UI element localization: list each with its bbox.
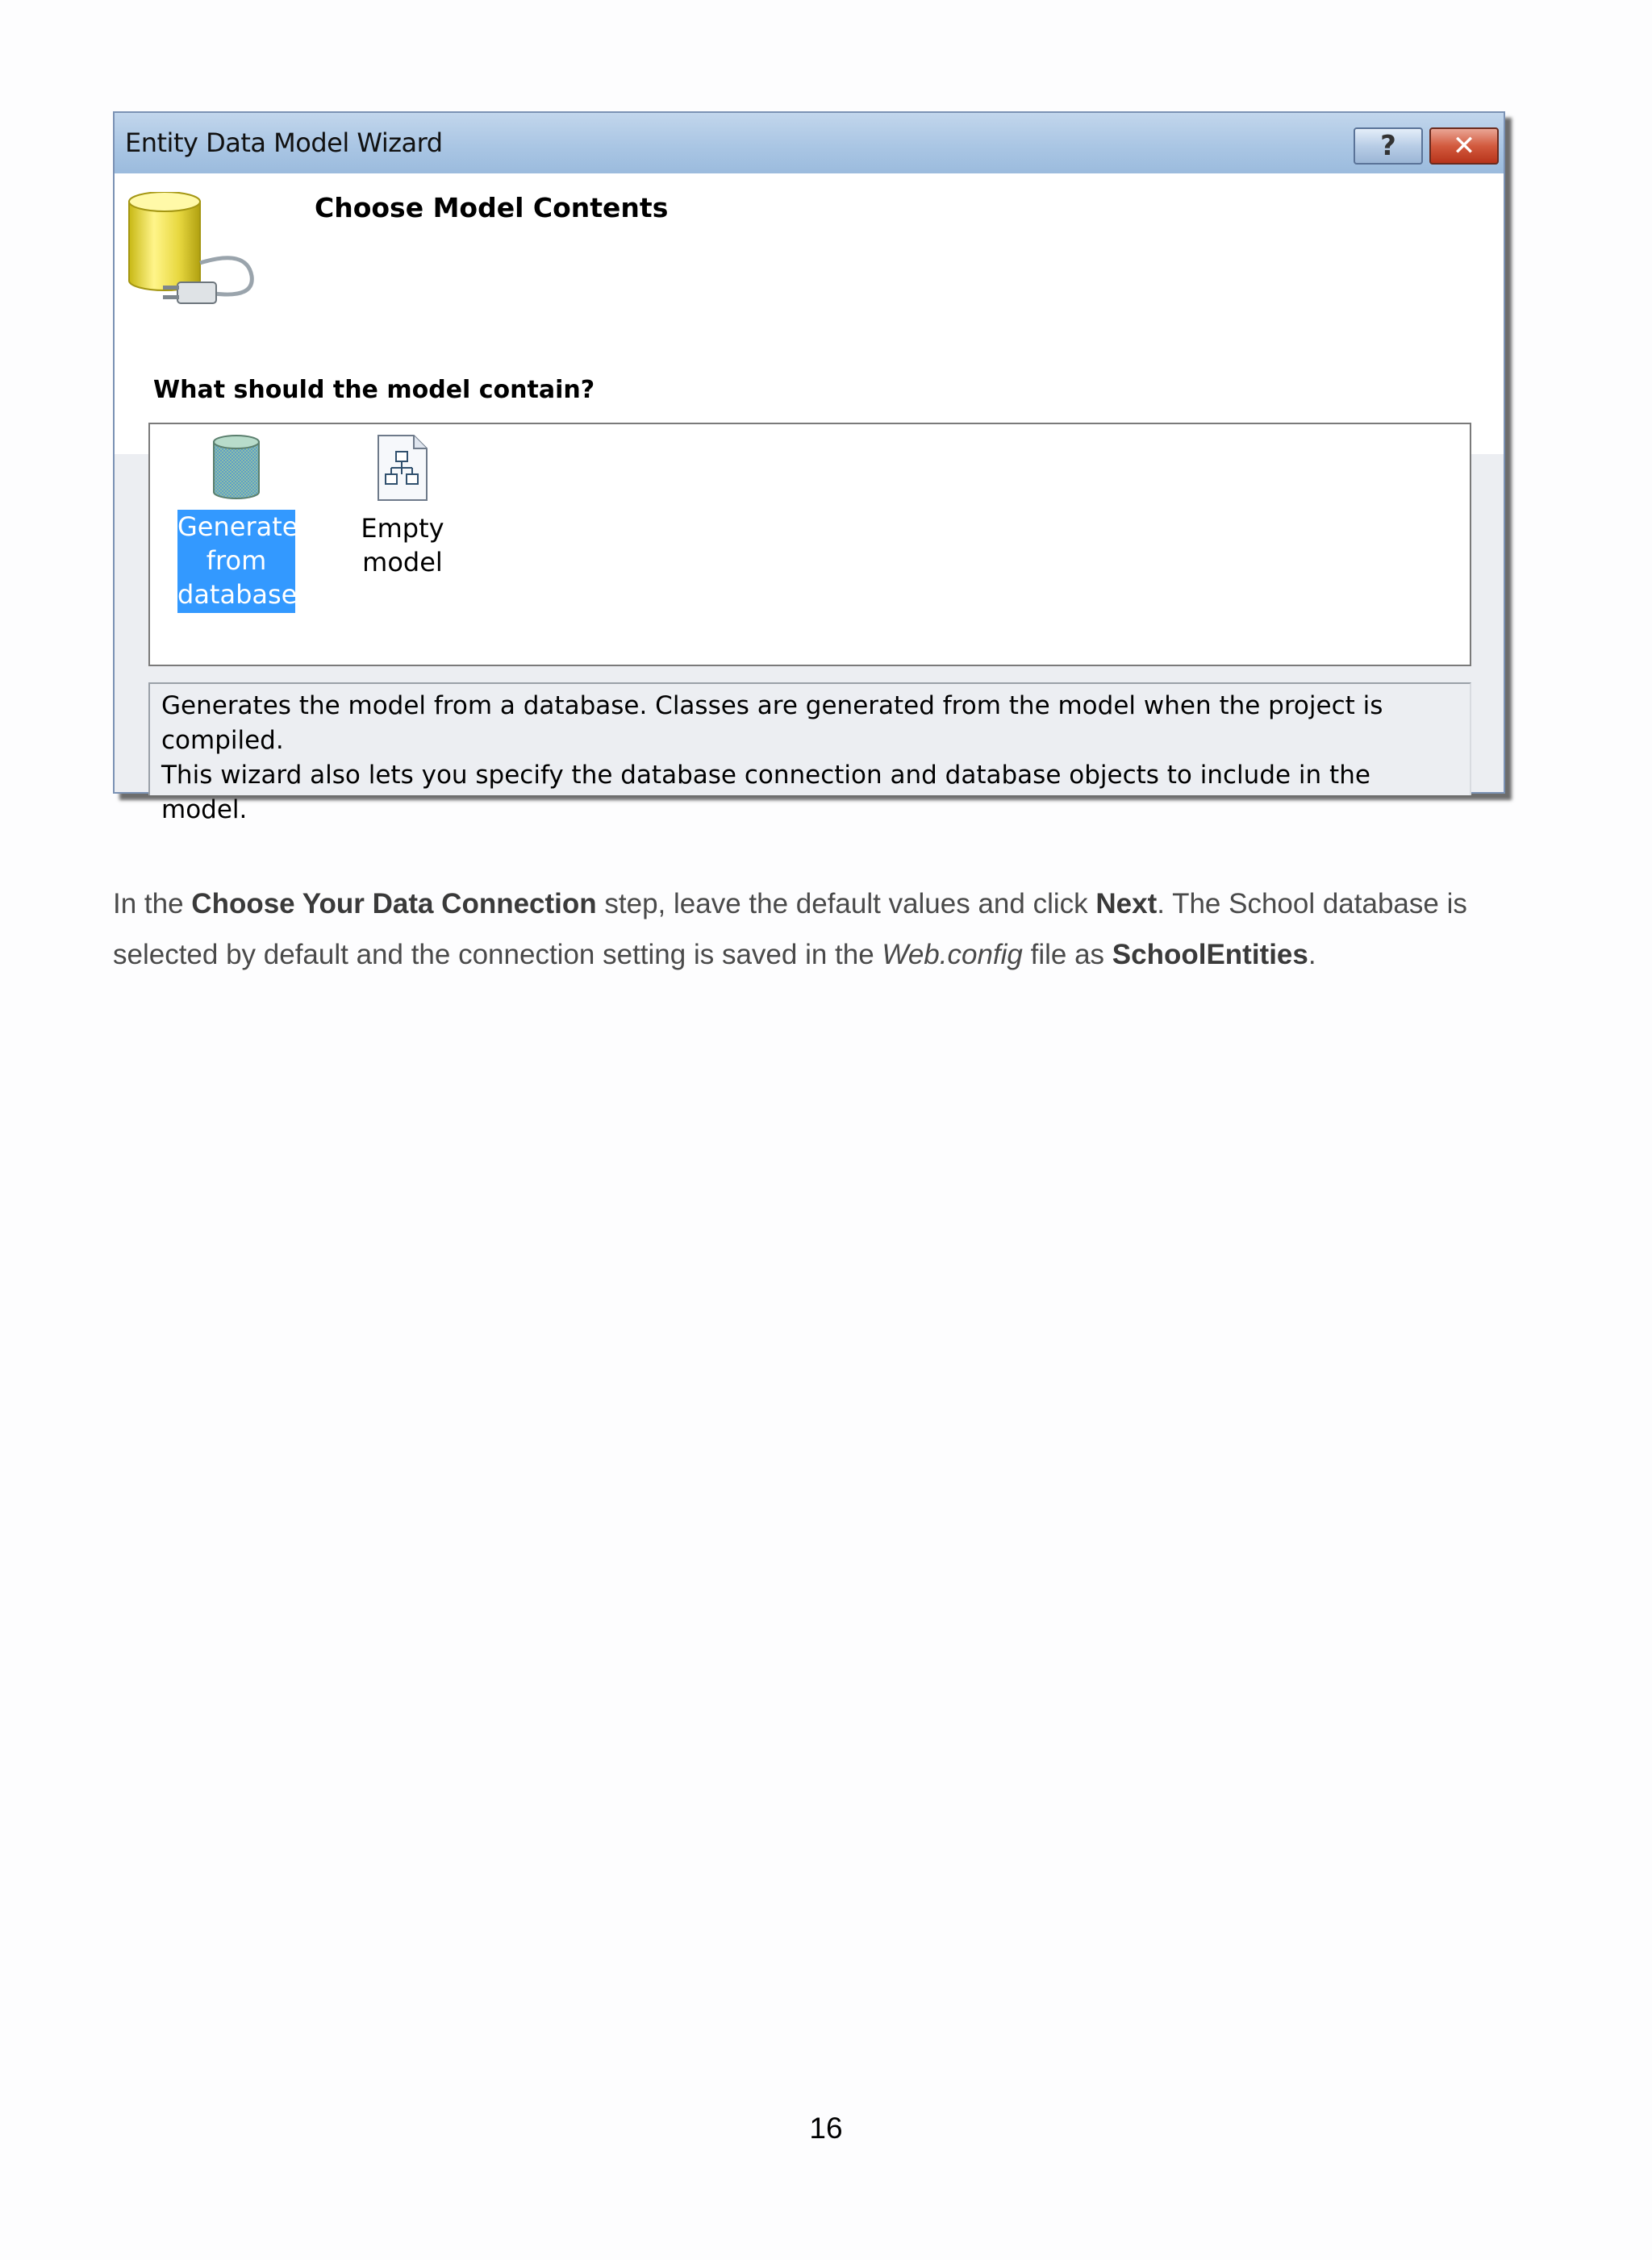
- database-icon: [211, 434, 262, 502]
- paragraph-text-1: In the: [113, 888, 192, 919]
- model-contents-list[interactable]: [148, 423, 1471, 666]
- option-empty-model[interactable]: [318, 434, 487, 581]
- close-icon: ✕: [1452, 130, 1476, 162]
- school-entities-term: SchoolEntities: [1112, 939, 1308, 970]
- dialog-title: Entity Data Model Wizard: [125, 127, 443, 158]
- database-plug-icon: [126, 192, 263, 305]
- description-line-1: Generates the model from a database. Classes are generated from the model when the project is compiled.: [161, 691, 1383, 755]
- page-number: 16: [809, 2112, 843, 2145]
- next-term: Next: [1095, 888, 1158, 919]
- option-generate-label: Generate from database: [177, 510, 295, 613]
- paragraph-text-3: . The School database is selected by default and the connection setting is saved in the: [113, 888, 1467, 970]
- dialog-titlebar: [115, 113, 1504, 173]
- step-title: Choose Model Contents: [315, 192, 669, 223]
- web-config-term: Web.config: [882, 939, 1023, 970]
- option-generate-from-database[interactable]: [177, 434, 298, 613]
- paragraph-text-2: step, leave the default values and click: [596, 888, 1096, 919]
- paragraph-text-5: .: [1308, 939, 1316, 970]
- help-icon: ?: [1380, 130, 1396, 162]
- empty-model-document-icon: [375, 434, 430, 502]
- entity-data-model-wizard-dialog: [113, 111, 1505, 824]
- option-description: [148, 682, 1471, 824]
- paragraph-text-4: file as: [1022, 939, 1112, 970]
- option-empty-label: Empty model: [361, 513, 444, 578]
- description-line-2: This wizard also lets you specify the database connection and database objects to include in the model.: [161, 761, 1370, 824]
- choose-your-data-connection-term: Choose Your Data Connection: [191, 888, 597, 919]
- model-contents-question: What should the model contain?: [153, 376, 595, 404]
- instruction-paragraph: [113, 878, 1533, 980]
- close-button[interactable]: [1429, 127, 1499, 165]
- help-button[interactable]: [1354, 127, 1423, 165]
